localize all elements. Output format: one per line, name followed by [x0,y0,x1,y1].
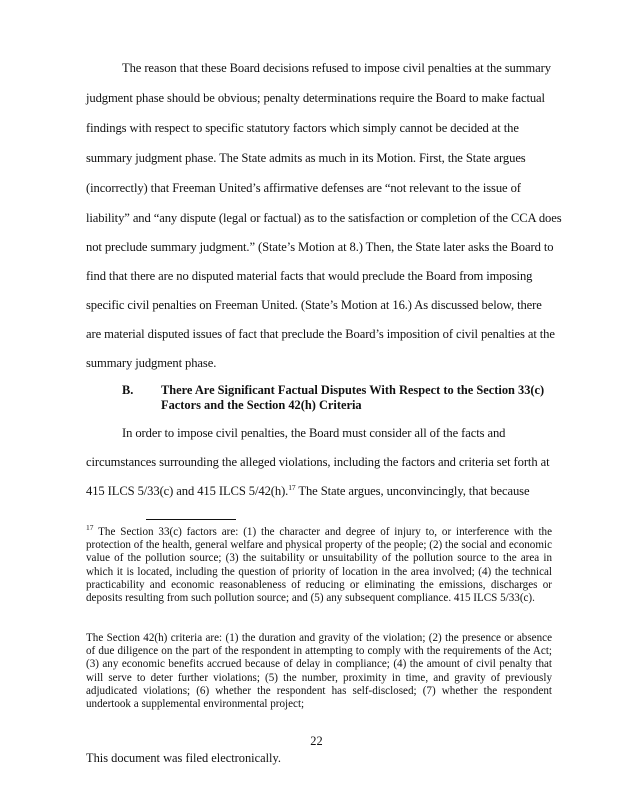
footnote-42h-text: The Section 42(h) criteria are: (1) the duration and gravity of the violation; (2) the presence or absence of due diligence on the part of the respondent in attempting to comply with the requirements of the Act; (3) any economic benefits accrued because of delay in compliance; (4) the amount of civil penalty that will serve to deter further violations; (5) the number, proximity in time, and gravity of previously adjudicated violations; (6) whether the respondent has self-disclosed; (7) whether the respondent undertook a supplemental environmental project; [86,632,552,711]
section-title: There Are Significant Factual Disputes With Respect to the Section 33(c) Factors and the Section 42(h) Criteria [161,383,545,412]
paragraph-line [86,483,529,499]
paragraph-line: are material disputed issues of fact that preclude the Board’s imposition of civil penalties at the [86,327,555,341]
paragraph-line: liability” and “any dispute (legal or factual) as to the satisfaction or completion of the CCA does [86,211,562,225]
paragraph-line: findings with respect to specific statutory factors which simply cannot be decided at the [86,121,519,135]
footnote-reference[interactable]: 17 [288,483,296,492]
filed-notice: This document was filed electronically. [86,751,281,765]
paragraph-line: In order to impose civil penalties, the Board must consider all of the facts and [122,426,506,440]
page-number: 22 [310,734,323,748]
paragraph-line: judgment phase should be obvious; penalty determinations require the Board to make factual [86,91,545,105]
paragraph-continuation: The State argues, unconvincingly, that because [295,484,530,498]
paragraph-line: summary judgment phase. [86,356,217,370]
footnote-divider [146,519,236,520]
footnote-marker: 17 [86,523,94,532]
paragraph-line: The reason that these Board decisions refused to impose civil penalties at the summary [122,61,551,75]
footnote-42h [86,632,552,711]
footnote-33c [86,523,552,605]
paragraph-line: (incorrectly) that Freeman United’s affirmative defenses are “not relevant to the issue of [86,181,521,195]
section-letter: B. [122,383,134,397]
paragraph-line: specific civil penalties on Freeman United. (State’s Motion at 16.) As discussed below, there [86,298,542,312]
paragraph-line: not preclude summary judgment.” (State’s Motion at 8.) Then, the State later asks the Board to [86,240,554,254]
paragraph-line: circumstances surrounding the alleged violations, including the factors and criteria set forth at [86,455,550,469]
paragraph-line: find that there are no disputed material facts that would preclude the Board from imposing [86,269,533,283]
citation-text: 415 ILCS 5/33(c) and 415 ILCS 5/42(h). [86,484,289,498]
paragraph-line: summary judgment phase. The State admits as much in its Motion. First, the State argues [86,151,526,165]
footnote-33c-text: The Section 33(c) factors are: (1) the character and degree of injury to, or interference with the protection of the health, general welfare and physical property of the people; (2) the social and economic value of the pollution source; (3) the suitability or unsuitability of the pollution source to the area in which it is located, including the question of priority of location in the area involved; (4) the technical practicability and economic reasonableness of reducing or eliminating the emissions, discharges or deposits resulting from such pollution source; and (5) any subsequent compliance. 415 ILCS 5/33(c). [86,526,552,605]
